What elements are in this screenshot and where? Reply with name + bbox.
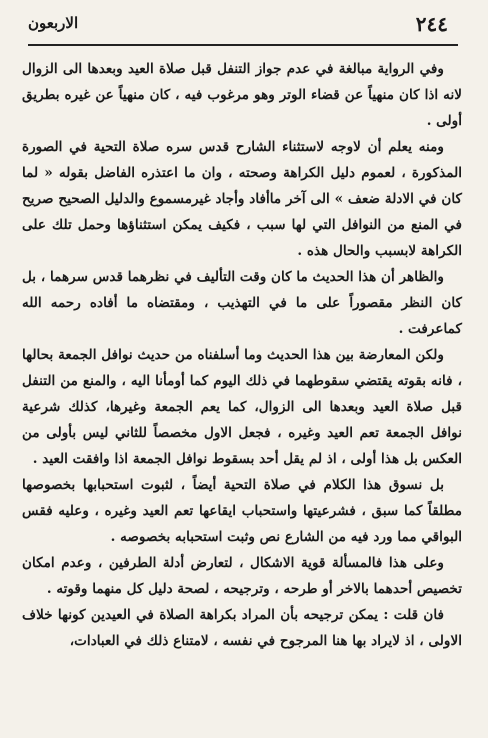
paragraph: ولكن المعارضة بين هذا الحديث وما أسلفناه من حديث نوافل الجمعة بحالها ، فانه بقوته يقتضي سقوطهما في ذلك اليوم كما أومأنا اليه ، والمنع من التنفل قبل صلاة العيد وبعدها الى الزوال، كما يعم الجمعة وغيرها، كذلك شرعية نوافل الجمعة تعم العيد وغيره ، فجعل الاول مخصصاً للثاني ليس بأولى من العكس بل هذا أولى ، اذ لم يقل أحد بسقوط نوافل الجمعة اذا وافقت العيد . [22, 347, 462, 467]
body-text [22, 56, 462, 654]
paragraph: وعلى هذا فالمسألة قوية الاشكال ، لتعارض أدلة الطرفين ، وعدم امكان تخصيص أحدهما بالاخر أو طرحه ، وترجيحه ، لصحة دليل كل منهما وقوته . [22, 555, 462, 597]
paragraph: والظاهر أن هذا الحديث ما كان وقت التأليف في نظرهما قدس سرهما ، بل كان النظر مقصوراً على ما في التهذيب ، ومقتضاه ما أفاده رحمه الله كماعرفت . [22, 269, 462, 337]
running-head [28, 12, 448, 36]
running-title: الاربعون [28, 14, 79, 32]
header-rule [28, 44, 458, 46]
paragraph: بل نسوق هذا الكلام في صلاة التحية أيضاً ، لثبوت استحبابها بخصوصها مطلقاً كما سبق ، فشرعيتها واستحباب ايقاعها تعم العيد وغيره ، وعليه فقس البواقي مما ورد فيه من الشارع نص وثبت استحبابه بخصوصه . [22, 477, 462, 545]
paragraph: فان قلت : يمكن ترجيحه بأن المراد بكراهة الصلاة في العيدين كونها خلاف الاولى ، اذ لايراد بها هنا المرجوح في نفسه ، لامتناع ذلك في العبادات، [22, 607, 462, 649]
page-number: ٢٤٤ [415, 12, 448, 36]
paragraph: ومنه يعلم أن لاوجه لاستثناء الشارح قدس سره صلاة التحية في الصورة المذكورة ، لعموم دليل الكراهة وصحته ، وان ما اعتذره الفاضل بقوله « لما كان في الادلة ضعف » الى آخر ماأفاد وأجاد غيرمسموع والدليل الصحيح صريح في المنع من النوافل التي لها سبب ، فكيف يمكن استثناؤها وحمل تلك على الكراهة لابسبب والحال هذه . [22, 139, 462, 259]
paragraph: وفي الرواية مبالغة في عدم جواز التنفل قبل صلاة العيد وبعدها الى الزوال لانه اذا كان منهياً عن قضاء الوتر وهو مرغوب فيه ، كان منهياً عن غيره بطريق أولى . [22, 61, 462, 129]
